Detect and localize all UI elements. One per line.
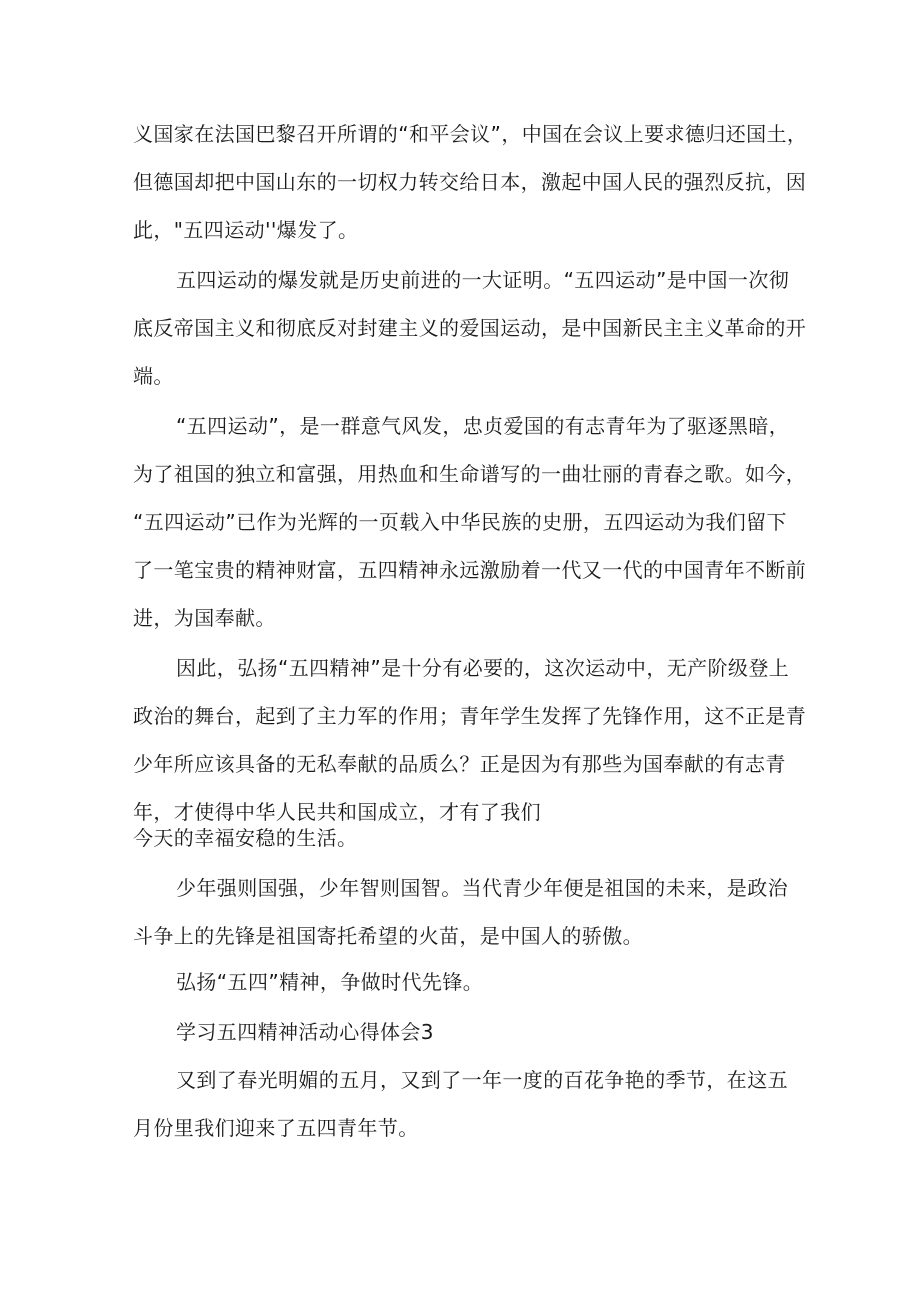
text-line: “五四运动”已作为光辉的一页载入中华民族的史册，五四运动为我们留下 [133, 510, 787, 534]
text-line: 但德国却把中国山东的一切权力转交给日本，激起中国人民的强烈反抗，因 [133, 170, 807, 194]
text-line: 进，为国奉献。 [133, 606, 276, 630]
text-line: 少年强则国强，少年智则国智。当代青少年便是祖国的未来，是政治 [176, 876, 788, 900]
text-line: 义国家在法国巴黎召开所谓的“和平会议”，中国在会议上要求德归还国土， [133, 122, 808, 146]
text-line: 弘扬“五四”精神，争做时代先锋。 [176, 970, 484, 994]
text-line: 又到了春光明媚的五月，又到了一年一度的百花争艳的季节，在这五 [176, 1068, 788, 1092]
text-line: 年，才使得中华人民共和国成立，才有了我们 [133, 800, 541, 824]
text-line: 了一笔宝贵的精神财富，五四精神永远激励着一代又一代的中国青年不断前 [133, 558, 807, 582]
text-line: 端。 [133, 364, 174, 388]
section-heading: 学习五四精神活动心得体会3 [176, 1020, 434, 1044]
text-line: 五四运动的爆发就是历史前进的一大证明。“五四运动”是中国一次彻 [176, 268, 790, 292]
text-line: 政治的舞台，起到了主力军的作用；青年学生发挥了先锋作用，这不正是青 [133, 704, 807, 728]
text-line: 此，"五四运动''爆发了。 [133, 218, 359, 242]
text-line: 月份里我们迎来了五四青年节。 [133, 1116, 419, 1140]
text-line: 少年所应该具备的无私奉献的品质么？正是因为有那些为国奉献的有志青 [133, 752, 786, 776]
text-line: 底反帝国主义和彻底反对封建主义的爱国运动，是中国新民主主义革命的开 [133, 316, 807, 340]
text-line: 因此，弘扬“五四精神”是十分有必要的，这次运动中，无产阶级登上 [176, 656, 790, 680]
text-line: 为了祖国的独立和富强，用热血和生命谱写的一曲壮丽的青春之歌。如今， [133, 462, 807, 486]
text-line: 斗争上的先锋是祖国寄托希望的火苗，是中国人的骄傲。 [133, 924, 643, 948]
text-line: “五四运动”，是一群意气风发，忠贞爱国的有志青年为了驱逐黑暗， [176, 414, 790, 438]
text-line: 今天的幸福安稳的生活。 [133, 826, 358, 850]
